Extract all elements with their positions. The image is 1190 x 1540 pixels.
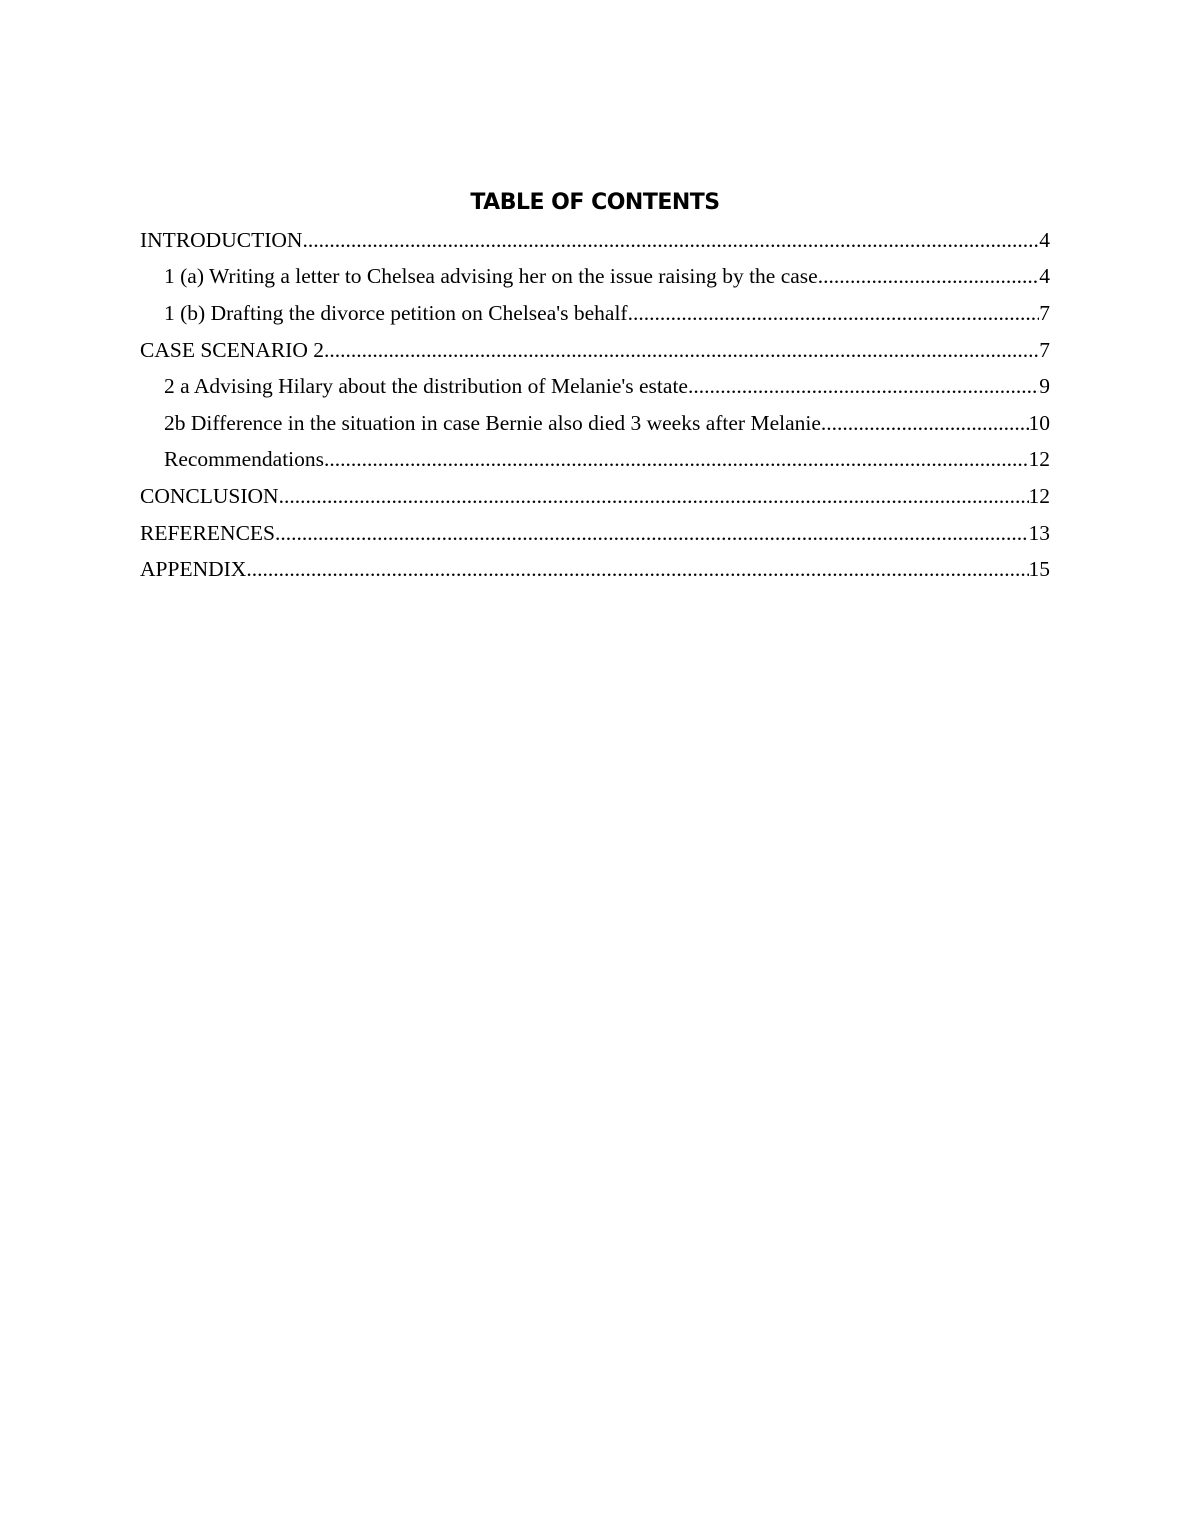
toc-entry-1b-divorce-petition[interactable]	[140, 295, 1050, 332]
toc-entry-label: CASE SCENARIO 2	[140, 337, 324, 362]
dot-leader	[324, 447, 1028, 472]
toc-entry-page: 4	[1039, 264, 1050, 289]
toc-entry-conclusion[interactable]	[140, 478, 1050, 515]
toc-entry-references[interactable]	[140, 515, 1050, 552]
toc-entry-introduction[interactable]	[140, 222, 1050, 259]
dot-leader	[302, 228, 1039, 253]
toc-entry-label: 1 (a) Writing a letter to Chelsea advising her on the issue raising by the case	[164, 264, 818, 289]
toc-entry-page: 9	[1039, 374, 1050, 399]
toc-entry-page: 4	[1039, 227, 1050, 252]
toc-entry-label: INTRODUCTION	[140, 227, 303, 252]
toc-entry-page: 15	[1028, 557, 1050, 582]
toc-entry-label: 2 a Advising Hilary about the distribution of Melanie's estate	[164, 374, 688, 399]
toc-entry-2a-estate[interactable]	[140, 368, 1050, 405]
dot-leader	[279, 484, 1029, 509]
toc-entry-label: Recommendations	[164, 447, 325, 472]
dot-leader	[821, 411, 1029, 436]
dot-leader	[275, 521, 1029, 546]
toc-entry-recommendations[interactable]	[140, 442, 1050, 479]
toc-entry-2b-difference[interactable]	[140, 405, 1050, 442]
toc-list	[140, 222, 1050, 588]
toc-title: TABLE OF CONTENTS	[470, 190, 720, 215]
dot-leader	[818, 264, 1040, 289]
toc-entry-page: 13	[1028, 520, 1050, 545]
toc-entry-case-scenario-2[interactable]	[140, 332, 1050, 369]
toc-entry-label: CONCLUSION	[140, 483, 279, 508]
toc-entry-page: 7	[1039, 300, 1050, 325]
toc-entry-appendix[interactable]	[140, 551, 1050, 588]
toc-entry-page: 10	[1028, 410, 1050, 435]
toc-entry-label: 2b Difference in the situation in case Bernie also died 3 weeks after Melanie	[164, 410, 821, 435]
dot-leader	[688, 374, 1039, 399]
toc-entry-label: 1 (b) Drafting the divorce petition on Chelsea's behalf	[164, 300, 628, 325]
dot-leader	[246, 557, 1028, 582]
toc-entry-1a-letter[interactable]	[140, 259, 1050, 296]
toc-entry-label: APPENDIX	[140, 557, 247, 582]
dot-leader	[628, 301, 1040, 326]
toc-entry-page: 7	[1039, 337, 1050, 362]
toc-entry-page: 12	[1028, 483, 1050, 508]
toc-entry-page: 12	[1028, 447, 1050, 472]
toc-entry-label: REFERENCES	[140, 520, 275, 545]
dot-leader	[324, 338, 1039, 363]
